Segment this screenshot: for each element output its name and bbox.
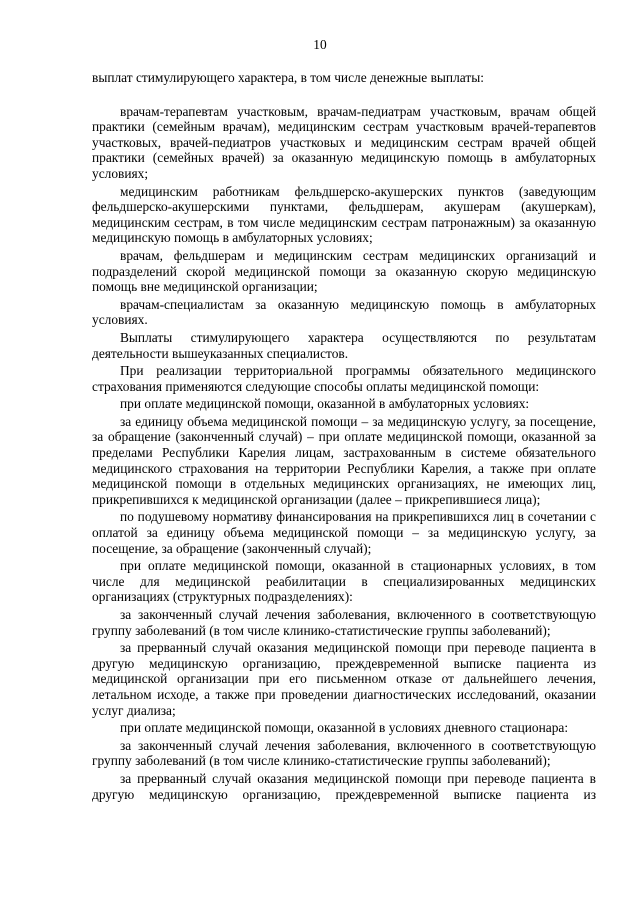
paragraph: за единицу объема медицинской помощи – за медицинскую услугу, за посещение, за обращение (законченный случай) – при оплате медицинской помощи, оказанной за пределами Республики Карелия лицам, застрахованным в системе обязательного медицинского страхования на территории Республики Карелия, а также при оплате медицинской помощи в отдельных медицинских организациях, не имеющих лиц, прикрепившихся к медицинской организации (далее – прикрепившиеся лица); [92,413,596,507]
paragraph: при оплате медицинской помощи, оказанной в амбулаторных условиях: [120,396,530,412]
document-body [92,70,596,802]
paragraph: за прерванный случай оказания медицинской помощи при переводе пациента в другую медицинскую организацию, преждевременной выписке пациента из медицинской организации при его письменном отказе от дальнейшего лечения, летальном исходе, а также при проведении диагностических исследований, оказании услуг диализа; [92,640,596,718]
paragraph-intro: выплат стимулирующего характера, в том числе денежные выплаты: [92,70,484,85]
paragraph: врачам, фельдшерам и медицинским сестрам медицинских организаций и подразделений скорой медицинской помощи за оказанную скорую медицинскую помощь вне медицинской организации; [92,247,596,295]
paragraph: при оплате медицинской помощи, оказанной в условиях дневного стационара: [120,720,569,736]
page-number: 10 [313,37,327,52]
paragraph: врачам-специалистам за оказанную медицинскую помощь в амбулаторных условиях. [92,296,596,328]
paragraph: Выплаты стимулирующего характера осуществляются по результатам деятельности вышеуказанных специалистов. [92,329,596,361]
paragraph-continued: за прерванный случай оказания медицинской помощи при переводе пациента в другую медицинскую организацию, преждевременной выписке пациента из [92,770,596,802]
paragraph: врачам-терапевтам участковым, врачам-педиатрам участковым, врачам общей практики (семейным врачам), медицинским сестрам участковым врачей-терапевтов участковых, врачей-педиатров участковых и медицинским сестрам врачей общей практики (семейных врачей) за оказанную медицинскую помощь в амбулаторных условиях; [92,103,596,181]
paragraph: При реализации территориальной программы обязательного медицинского страхования применяются следующие способы оплаты медицинской помощи: [92,363,596,394]
paragraph: за законченный случай лечения заболевания, включенного в соответствующую группу заболеваний (в том числе клинико-статистические группы заболеваний); [92,737,596,769]
paragraph: по подушевому нормативу финансирования на прикрепившихся лиц в сочетании с оплатой за единицу объема медицинской помощи – за медицинскую услугу, за посещение, за обращение (законченный случай); [92,509,596,556]
paragraph: медицинским работникам фельдшерско-акушерских пунктов (заведующим фельдшерско-акушерскими пунктами, фельдшерам, акушерам (акушеркам), медицинским сестрам, в том числе медицинским сестрам патронажным) за оказанную медицинскую помощь в амбулаторных условиях; [92,183,596,246]
paragraph: при оплате медицинской помощи, оказанной в стационарных условиях, в том числе для медицинской реабилитации в специализированных медицинских организациях (структурных подразделениях): [92,558,596,605]
paragraph: за законченный случай лечения заболевания, включенного в соответствующую группу заболеваний (в том числе клинико-статистические группы заболеваний); [92,607,596,638]
